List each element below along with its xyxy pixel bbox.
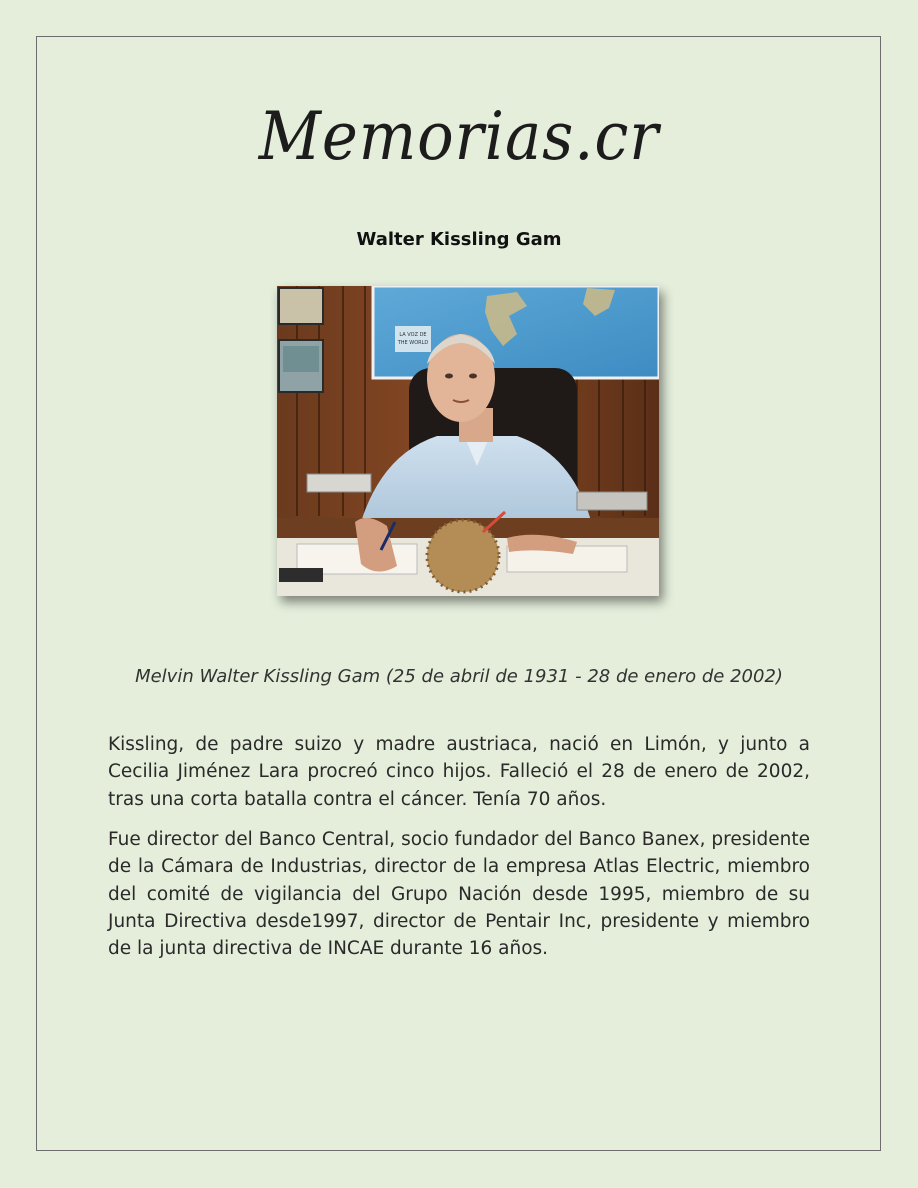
site-logo: Memorias.cr xyxy=(258,98,660,175)
career-paragraph: Fue director del Banco Central, socio fundador del Banco Banex, presidente de la Cámara de Industrias, director de la empresa Atlas Electric, miembro del comité de vigilancia del Grupo Nación desde 1995, miembro de su Junta Directiva desde1997, director de Pentair Inc, presidente y miembro de la junta directiva de INCAE durante 16 años. xyxy=(108,829,810,960)
map-label-top: LA VOZ DE xyxy=(399,332,427,338)
page-title: Walter Kissling Gam xyxy=(356,229,562,250)
photo-caption: Melvin Walter Kissling Gam (25 de abril de 1931 - 28 de enero de 2002) xyxy=(135,666,783,687)
portrait-photo xyxy=(277,286,659,596)
biography-paragraph: Kissling, de padre suizo y madre austriaca, nació en Limón, y junto a Cecilia Jiménez Lara procreó cinco hijos. Falleció el 28 de enero de 2002, tras una corta batalla contra el cáncer. Tenía 70 años. xyxy=(108,734,810,810)
map-label-bottom: THE WORLD xyxy=(397,340,429,346)
